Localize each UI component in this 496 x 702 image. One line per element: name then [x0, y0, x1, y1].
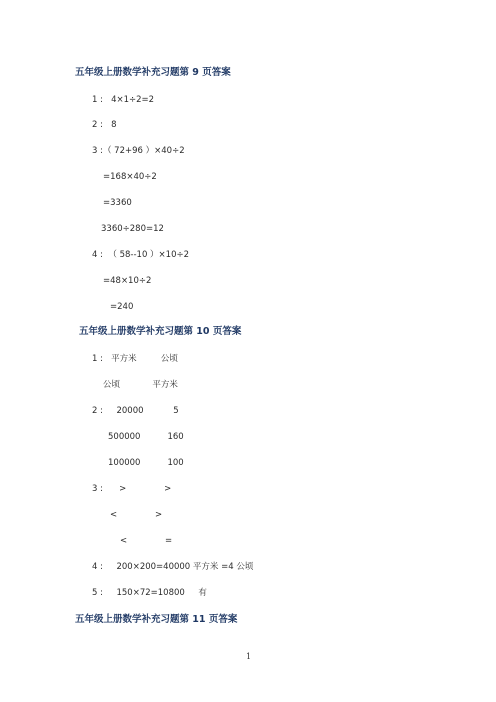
answer-line: 4 : （ 58--10 ）×10÷2	[92, 250, 190, 260]
answer-line: =3360	[103, 198, 132, 208]
heading-page-10: 五年级上册数学补充习题第 10 页答案	[79, 326, 242, 337]
answer-line: 5 : 150×72=10800 有	[92, 588, 207, 598]
answer-line: < >	[110, 510, 163, 520]
answer-line: 1 : 平方米 公顷	[92, 354, 178, 364]
answer-line: 4 : 200×200=40000 平方米 =4 公顷	[92, 562, 254, 572]
answer-line: 3360÷280=12	[101, 224, 164, 234]
heading-page-9: 五年级上册数学补充习题第 9 页答案	[75, 67, 231, 78]
answer-line: 3 : > >	[92, 484, 172, 494]
answer-line: 100000 100	[108, 458, 184, 468]
answer-line: 2 : 8	[92, 120, 117, 130]
page-number: 1	[246, 652, 252, 661]
answer-line: 500000 160	[108, 432, 184, 442]
answer-line: =168×40÷2	[103, 172, 157, 182]
answer-line: 3 :（ 72+96 ）×40÷2	[92, 146, 185, 156]
heading-page-11: 五年级上册数学补充习题第 11 页答案	[75, 614, 238, 625]
answer-line: =48×10÷2	[103, 276, 152, 286]
answer-line: 1 : 4×1÷2=2	[92, 95, 155, 105]
answer-line: 2 : 20000 5	[92, 406, 179, 416]
answer-line: =240	[110, 302, 134, 312]
answer-line: < =	[120, 536, 173, 546]
answer-line: 公顷 平方米	[103, 380, 178, 390]
